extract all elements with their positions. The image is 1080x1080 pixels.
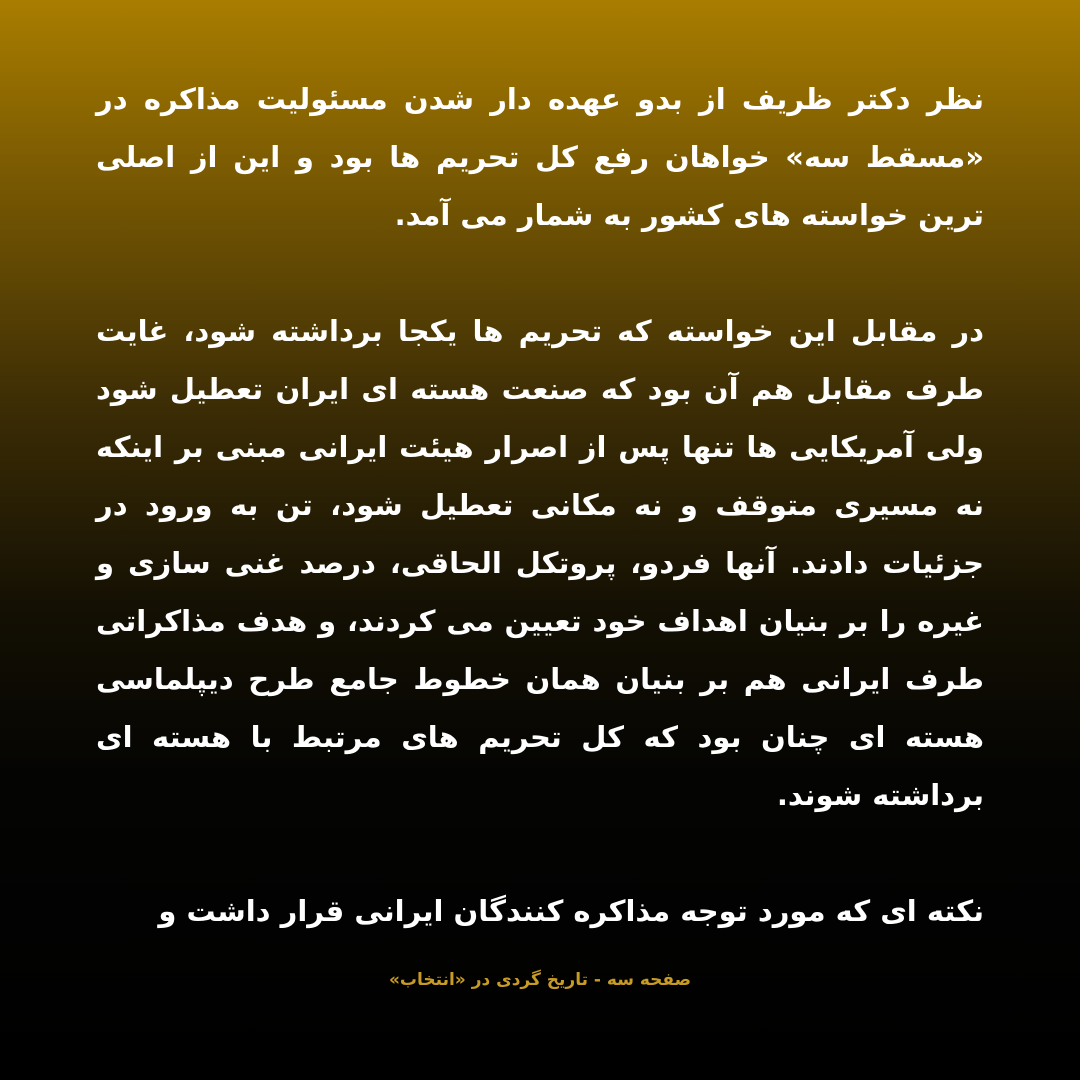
paragraph-spacer bbox=[96, 244, 984, 302]
footer-caption: صفحه سه - تاریخ گردی در «انتخاب» bbox=[388, 970, 692, 990]
paragraph-1: نظر دکتر ظریف از بدو عهده دار شدن مسئولیت مذاکره در «مسقط سه» خواهان رفع کل تحریم ها بود و این از اصلی ترین خواسته های کشور به شمار می آمد. bbox=[96, 82, 984, 232]
article-body bbox=[96, 70, 984, 940]
paragraph-3: نکته ای که مورد توجه مذاکره کنندگان ایرانی قرار داشت و bbox=[158, 894, 984, 928]
paragraph-2: در مقابل این خواسته که تحریم ها یکجا برداشته شود، غایت طرف مقابل هم آن بود که صنعت هسته ای ایران تعطیل شود ولی آمریکایی ها تنها پس از اصرار هیئت ایرانی مبنی بر اینکه نه مسیری متوقف و نه مکانی تعطیل شود، تن به ورود در جزئیات دادند. آنها فردو، پروتکل الحاقی، درصد غنی سازی و غیره را بر بنیان اهداف خود تعیین می کردند، و هدف مذاکراتی طرف ایرانی هم بر بنیان همان خطوط جامع طرح دیپلماسی هسته ای چنان بود که کل تحریم های مرتبط با هسته ای برداشته شوند. bbox=[96, 314, 984, 812]
paragraph-spacer bbox=[96, 824, 984, 882]
